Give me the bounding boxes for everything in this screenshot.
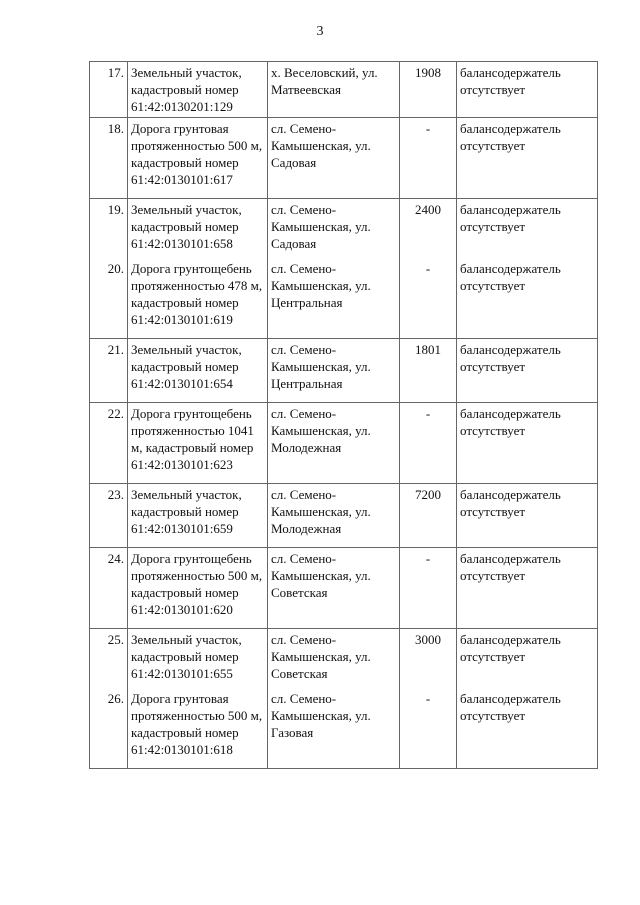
object-area: 7200 (400, 484, 457, 548)
object-name: Дорога грунтощебень протяженностью 500 м, кадастровый номер 61:42:0130101:620 (128, 548, 268, 629)
balance-holder: балансодержатель отсутствует (457, 629, 598, 691)
object-address: сл. Семено-Камышенская, ул. Молодежная (268, 403, 400, 484)
table-row (90, 339, 598, 403)
row-number: 21. (90, 339, 128, 403)
row-number: 20. (90, 260, 128, 339)
object-area: 1908 (400, 62, 457, 118)
object-name: Земельный участок, кадастровый номер 61:42:0130101:655 (128, 629, 268, 691)
object-area: - (400, 260, 457, 339)
object-area: 3000 (400, 629, 457, 691)
object-name: Земельный участок, кадастровый номер 61:42:0130201:129 (128, 62, 268, 118)
object-area: - (400, 403, 457, 484)
balance-holder: балансодержатель отсутствует (457, 690, 598, 769)
balance-holder: балансодержатель отсутствует (457, 403, 598, 484)
row-number: 24. (90, 548, 128, 629)
row-number: 26. (90, 690, 128, 769)
object-address: сл. Семено-Камышенская, ул. Советская (268, 548, 400, 629)
object-address: сл. Семено-Камышенская, ул. Советская (268, 629, 400, 691)
table-row (90, 199, 598, 261)
row-number: 17. (90, 62, 128, 118)
balance-holder: балансодержатель отсутствует (457, 484, 598, 548)
balance-holder: балансодержатель отсутствует (457, 339, 598, 403)
table-row (90, 629, 598, 691)
table-row (90, 690, 598, 769)
row-number: 19. (90, 199, 128, 261)
table-row (90, 548, 598, 629)
object-name: Земельный участок, кадастровый номер 61:42:0130101:654 (128, 339, 268, 403)
object-name: Дорога грунтощебень протяженностью 478 м, кадастровый номер 61:42:0130101:619 (128, 260, 268, 339)
object-name: Дорога грунтощебень протяженностью 1041 м, кадастровый номер 61:42:0130101:623 (128, 403, 268, 484)
object-name: Дорога грунтовая протяженностью 500 м, кадастровый номер 61:42:0130101:617 (128, 118, 268, 199)
object-area: 1801 (400, 339, 457, 403)
object-name: Земельный участок, кадастровый номер 61:42:0130101:659 (128, 484, 268, 548)
balance-holder: балансодержатель отсутствует (457, 118, 598, 199)
object-name: Земельный участок, кадастровый номер 61:42:0130101:658 (128, 199, 268, 261)
object-address: сл. Семено-Камышенская, ул. Газовая (268, 690, 400, 769)
row-number: 25. (90, 629, 128, 691)
object-address: сл. Семено-Камышенская, ул. Садовая (268, 118, 400, 199)
balance-holder: балансодержатель отсутствует (457, 62, 598, 118)
property-registry-table (89, 61, 598, 769)
object-area: 2400 (400, 199, 457, 261)
table-row (90, 62, 598, 118)
object-address: сл. Семено-Камышенская, ул. Центральная (268, 339, 400, 403)
page-number: 3 (316, 24, 324, 39)
table-row (90, 118, 598, 199)
object-area: - (400, 690, 457, 769)
object-area: - (400, 118, 457, 199)
object-address: сл. Семено-Камышенская, ул. Молодежная (268, 484, 400, 548)
object-address: х. Веселовский, ул. Матвеевская (268, 62, 400, 118)
balance-holder: балансодержатель отсутствует (457, 199, 598, 261)
table-row (90, 260, 598, 339)
object-area: - (400, 548, 457, 629)
row-number: 23. (90, 484, 128, 548)
object-address: сл. Семено-Камышенская, ул. Садовая (268, 199, 400, 261)
object-address: сл. Семено-Камышенская, ул. Центральная (268, 260, 400, 339)
table-row (90, 403, 598, 484)
balance-holder: балансодержатель отсутствует (457, 260, 598, 339)
row-number: 18. (90, 118, 128, 199)
row-number: 22. (90, 403, 128, 484)
object-name: Дорога грунтовая протяженностью 500 м, кадастровый номер 61:42:0130101:618 (128, 690, 268, 769)
balance-holder: балансодержатель отсутствует (457, 548, 598, 629)
table-row (90, 484, 598, 548)
